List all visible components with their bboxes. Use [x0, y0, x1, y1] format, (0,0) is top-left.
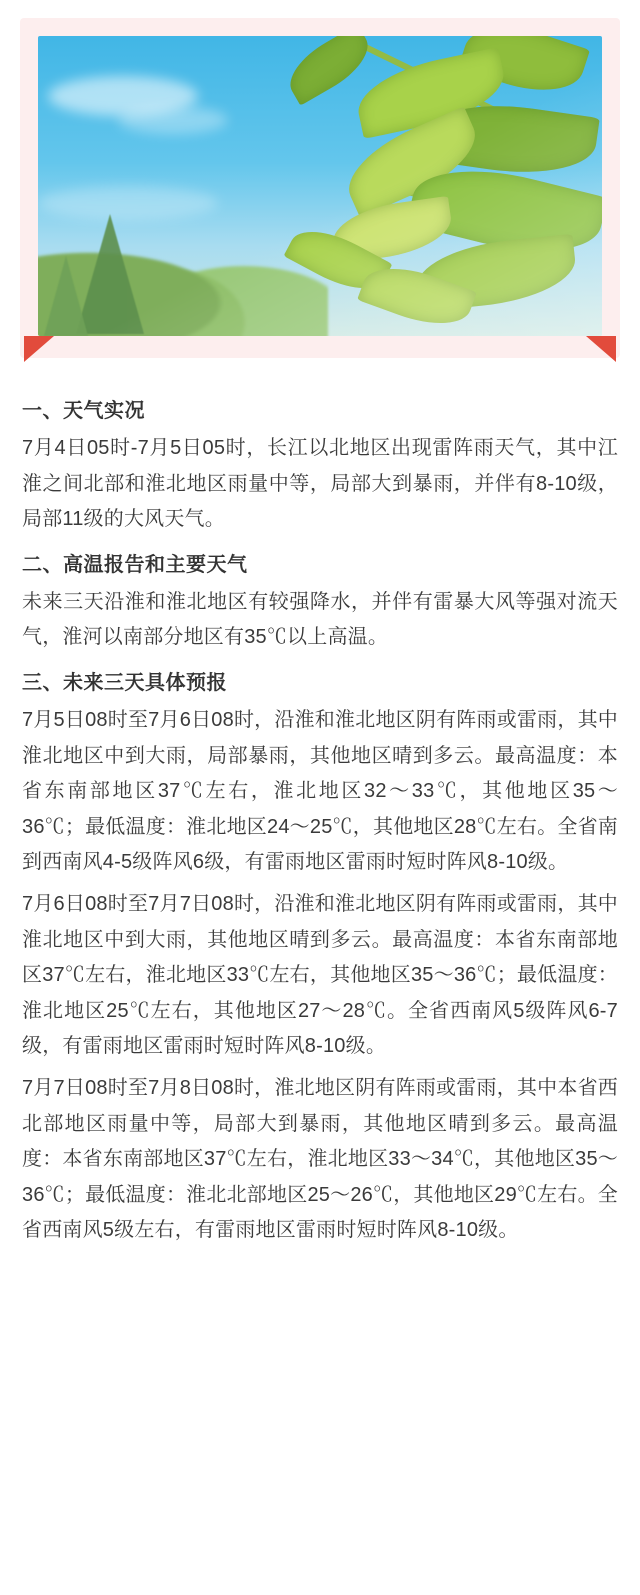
hero-frame [20, 18, 620, 358]
section-paragraph: 7月4日05时-7月5日05时，长江以北地区出现雷阵雨天气，其中江淮之间北部和淮北地区雨量中等，局部大到暴雨，并伴有8-10级，局部11级的大风天气。 [22, 437, 618, 531]
section-heading-high-temperature: 二、高温报告和主要天气 [22, 553, 248, 576]
section-paragraph: 未来三天沿淮和淮北地区有较强降水，并伴有雷暴大风等强对流天气，淮河以南部分地区有35℃以上高温。 [22, 590, 618, 649]
forecast-day-2-paragraph: 7月6日08时至7月7日08时，沿淮和淮北地区阴有阵雨或雷雨，其中淮北地区中到大雨，其他地区晴到多云。最高温度：本省东南部地区37℃左右，淮北地区33℃左右，其他地区35～36℃；最低温度：淮北地区25℃左右，其他地区27～28℃。全省西南风5级阵风6-7级，有雷雨地区雷雨时短时阵风8-10级。 [22, 892, 618, 1058]
section-heading-weather-report: 一、天气实况 [22, 400, 145, 422]
hero-photo [38, 36, 602, 336]
forecast-day-3-paragraph: 7月7日08时至7月8日08时，淮北地区阴有阵雨或雷雨，其中本省西北部地区雨量中等，局部大到暴雨，其他地区晴到多云。最高温度：本省东南部地区37℃左右，淮北地区33～34℃，其他地区35～36℃；最低温度：淮北北部地区25～26℃，其他地区29℃左右。全省西南风5级左右，有雷雨地区雷雨时短时阵风8-10级。 [22, 1076, 618, 1242]
leaf-icon [280, 36, 379, 106]
ribbon-right-decoration [586, 336, 616, 362]
ribbon-left-decoration [24, 336, 54, 362]
hero-section [0, 0, 640, 358]
section-heading-three-day-forecast: 三、未来三天具体预报 [22, 671, 227, 694]
cloud-icon [118, 106, 228, 134]
forecast-day-1-paragraph: 7月5日08时至7月6日08时，沿淮和淮北地区阴有阵雨或雷雨，其中淮北地区中到大雨，局部暴雨，其他地区晴到多云。最高温度：本省东南部地区37℃左右，淮北地区32～33℃，其他地区35～36℃；最低温度：淮北地区24～25℃，其他地区28℃左右。全省南到西南风4-5级阵风6级，有雷雨地区雷雨时短时阵风8-10级。 [22, 708, 618, 874]
article-body [0, 358, 640, 1289]
conifer-tree-icon [44, 256, 88, 336]
